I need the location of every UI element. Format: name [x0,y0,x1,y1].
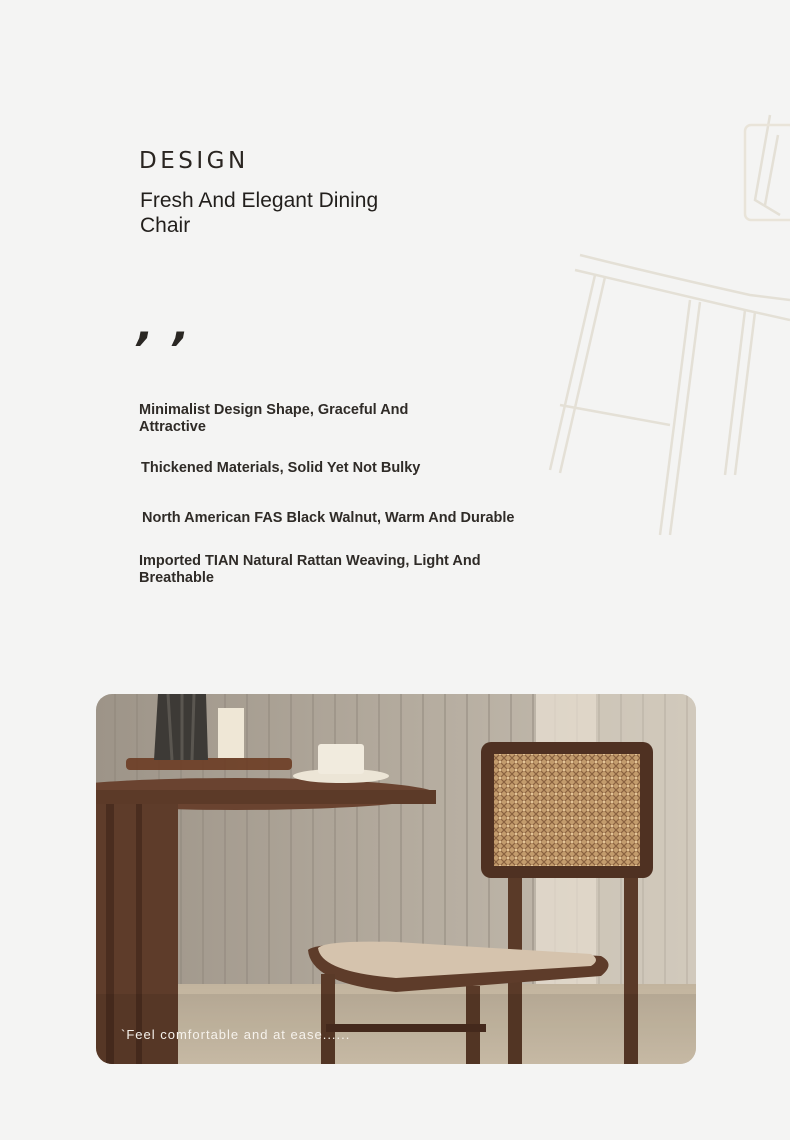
feature-item: Minimalist Design Shape, Graceful And Attractive [139,402,409,435]
feature-item: North American FAS Black Walnut, Warm And Durable [142,510,515,526]
feature-item: Thickened Materials, Solid Yet Not Bulky [141,460,421,476]
dining-scene-image [96,694,696,1064]
chair-sketch-illustration [540,105,790,545]
section-eyebrow: DESIGN [139,148,249,174]
section-headline: Fresh And Elegant Dining Chair [140,189,379,237]
quote-mark-icon: , , [137,300,192,351]
feature-item: Imported TIAN Natural Rattan Weaving, Light And Breathable [139,553,481,586]
photo-caption: `Feel comfortable and at ease...... [121,1027,351,1042]
lifestyle-photo [96,694,696,1064]
